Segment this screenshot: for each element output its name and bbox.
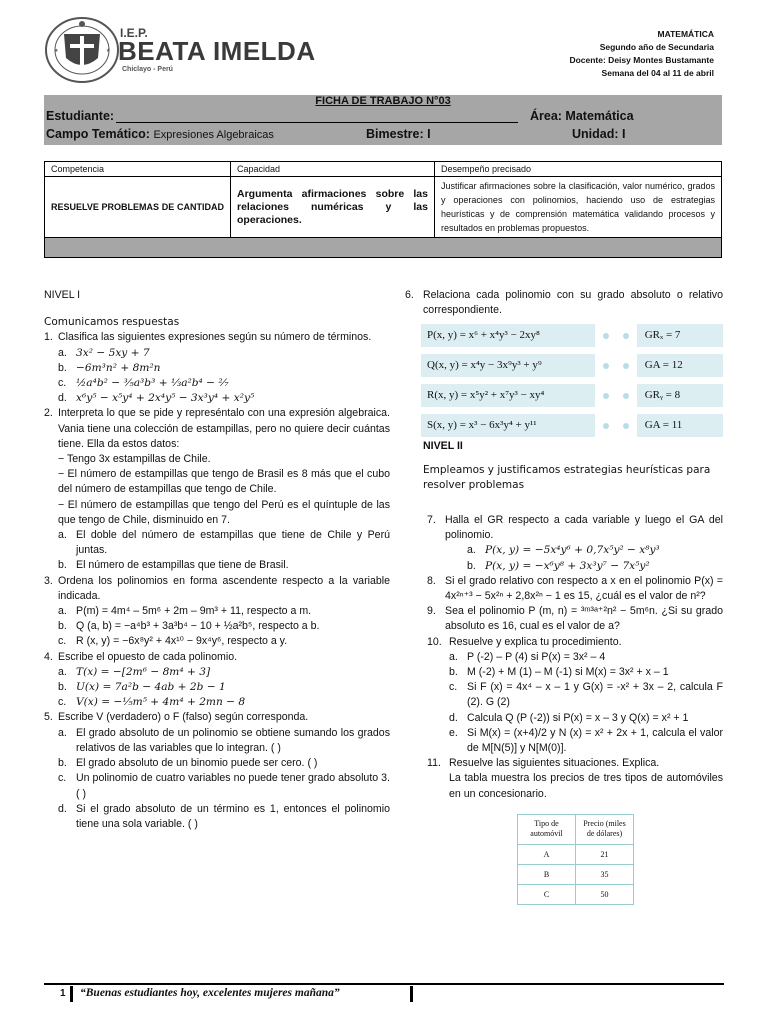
list-item: d. x⁶y⁵ − x⁵y⁴ + 2x⁴y⁵ − 3x³y⁴ + x²y⁵ — [58, 392, 255, 405]
header-capacidad: Capacidad — [231, 162, 435, 177]
grade: Segundo año de Secundaria — [599, 42, 714, 52]
question-10: 10. Resuelve y explica tu procedimiento. — [427, 635, 622, 648]
match-dot-left[interactable] — [603, 393, 609, 399]
grade-box: GA = 12 — [637, 354, 723, 377]
polynomial-box: R(x, y) = x⁵y² + x⁷y³ − xy⁴ — [421, 384, 595, 407]
table-header-row — [518, 814, 634, 844]
fact-item: − Tengo 3x estampillas de Chile. — [58, 453, 211, 466]
week: Semana del 04 al 11 de abril — [601, 68, 714, 78]
header-info — [569, 28, 714, 80]
fact-item: − El número de estampillas que tengo de Brasil es 8 más que el cubo del número de estampillas que tengo de Chile. — [58, 468, 390, 496]
polynomial-box: Q(x, y) = x⁴y − 3x⁹y³ + y⁹ — [421, 354, 595, 377]
svg-text:★: ★ — [106, 48, 111, 54]
list-item: a. T(x) = −[2m⁶ − 8m⁴ + 3] — [58, 665, 211, 678]
header-competencia: Competencia — [45, 162, 231, 177]
school-city: Chiclayo - Perú — [122, 66, 173, 73]
question-5: 5. Escribe V (verdadero) o F (falso) según corresponda. — [44, 711, 309, 724]
grade-box: GA = 11 — [637, 414, 723, 437]
campo-tematico — [46, 127, 274, 141]
question-2: 2. Interpreta lo que se pide y represéntalo con una expresión algebraica. Vania tiene una colección de estampillas, pero no quiere decir cuántas tiene. Ella da estos datos: — [44, 407, 390, 450]
question-1: 1. Clasifica las siguientes expresiones según su número de términos. — [44, 331, 372, 344]
list-item: b. −6m³n² + 8m²n — [58, 361, 161, 374]
school-logo-icon — [44, 16, 120, 84]
list-item: a. P (-2) – P (4) si P(x) = 3x² – 4 — [449, 650, 606, 663]
table-header-row — [45, 162, 722, 177]
svg-text:★: ★ — [54, 48, 59, 54]
worksheet-title: FICHA DE TRABAJO N°03 — [315, 95, 451, 107]
list-item: a. P(x, y) = −5x⁴y⁶ + 0,7x⁵y² − x⁸y³ — [467, 544, 660, 557]
student-label: Estudiante: — [46, 109, 115, 123]
match-row — [421, 384, 723, 407]
match-row — [421, 354, 723, 377]
school-name: BEATA IMELDA — [118, 36, 316, 66]
matching-exercise — [421, 324, 723, 437]
level-1-title: NIVEL I — [44, 289, 81, 301]
left-column — [44, 288, 390, 832]
list-item: b. El grado absoluto de un binomio puede ser cero. ( ) — [58, 757, 318, 770]
school-iep: I.E.P. — [120, 26, 148, 40]
campo-value: Expresiones Algebraicas — [153, 129, 274, 141]
list-item: c. R (x, y) = −6x⁸y² + 4x¹⁰ − 9x⁴y⁶, respecto a y. — [58, 635, 288, 648]
question-7: 7. Halla el GR respecto a cada variable y luego el GA del polinomio. — [427, 514, 723, 542]
campo-label: Campo Temático: — [46, 127, 150, 141]
teacher: Docente: Deisy Montes Bustamante — [569, 55, 714, 65]
match-row — [421, 414, 723, 437]
list-item: b. P(x, y) = −x⁶y⁸ + 3x³y⁷ − 7x⁵y² — [467, 559, 650, 572]
table-row: B 35 — [518, 865, 634, 885]
list-item: a. El doble del número de estampillas que tiene de Chile y Perú juntas. — [58, 529, 390, 557]
header-precio: Precio (miles de dólares) — [576, 814, 634, 844]
right-column — [405, 288, 723, 905]
match-dot-right[interactable] — [623, 423, 629, 429]
question-11: 11. Resuelve las siguientes situaciones. Explica. — [427, 757, 660, 770]
table-gray-row — [45, 238, 722, 258]
footer-divider — [70, 986, 73, 1002]
section-empleamos: Empleamos y justificamos estrategias heurísticas para resolver problemas — [423, 463, 711, 491]
list-item: b. U(x) = 7a²b − 4ab + 2b − 1 — [58, 681, 226, 694]
polynomial-box: S(x, y) = x³ − 6x³y⁴ + y¹¹ — [421, 414, 595, 437]
page-number: 1 — [60, 988, 66, 999]
list-item: b. Q (a, b) = −a⁴b³ + 3a³b⁴ − 10 + ½a²b⁵, respecto a b. — [58, 620, 320, 633]
grade-box: GRᵧ = 8 — [637, 384, 723, 407]
question-3: 3. Ordena los polinomios en forma ascendente respecto a la variable indicada. — [44, 574, 390, 602]
match-row — [421, 324, 723, 347]
section-comunicamos: Comunicamos respuestas — [44, 316, 180, 329]
header-desempeno: Desempeño precisado — [435, 162, 722, 177]
list-item: c. Si F (x) = 4x⁴ – x – 1 y G(x) = -x² + 3x – 2, calcula F (2). G (2) — [449, 681, 723, 709]
table-row: A 21 — [518, 844, 634, 864]
list-item: c. V(x) = −⅕m⁵ + 4m⁴ + 2mn − 8 — [58, 696, 246, 709]
competency-table — [44, 161, 722, 258]
footer-quote: “Buenas estudiantes hoy, excelentes mujeres mañana” — [80, 987, 340, 999]
polynomial-box: P(x, y) = x⁶ + x⁴y³ − 2xy⁸ — [421, 324, 595, 347]
grade-box: GRₓ = 7 — [637, 324, 723, 347]
match-dot-left[interactable] — [603, 423, 609, 429]
area-label: Área: Matemática — [530, 109, 634, 123]
table-row — [45, 177, 722, 238]
footer-divider — [410, 986, 413, 1002]
list-item: d. Si el grado absoluto de un término es 1, entonces el polinomio tiene una sola variable. ( ) — [58, 802, 390, 830]
bimestre-label: Bimestre: I — [366, 127, 431, 141]
list-item: b. M (-2) + M (1) – M (-1) si M(x) = 3x² + x – 1 — [449, 666, 669, 679]
desempeno-cell: Justificar afirmaciones sobre la clasificación, valor numérico, grados y operaciones con polinomios, haciendo uso de estrategias heurísticas y de comprensión matemática validando procesos y resultados en problemas propuestos. — [435, 177, 722, 238]
question-11-context: La tabla muestra los precios de tres tipos de automóviles en un concesionario. — [449, 772, 723, 800]
list-item: a. 3x² − 5xy + 7 — [58, 346, 150, 359]
table-row: C 50 — [518, 885, 634, 905]
list-item: d. Calcula Q (P (-2)) si P(x) = x – 3 y Q(x) = x² + 1 — [449, 711, 689, 724]
match-dot-right[interactable] — [623, 363, 629, 369]
level-2-title: NIVEL II — [423, 440, 463, 453]
question-6: 6. Relaciona cada polinomio con su grado absoluto o relativo correspondiente. — [405, 289, 723, 317]
match-dot-right[interactable] — [623, 333, 629, 339]
list-item: c. Un polinomio de cuatro variables no puede tener grado absoluto 3. ( ) — [58, 772, 390, 800]
student-field[interactable] — [46, 109, 518, 123]
unidad-label: Unidad: I — [572, 127, 626, 141]
match-dot-left[interactable] — [603, 333, 609, 339]
list-item: a. P(m) = 4m⁴ – 5m⁶ + 2m – 9m³ + 11, respecto a m. — [58, 605, 312, 618]
competencia-cell: RESUELVE PROBLEMAS DE CANTIDAD — [45, 177, 231, 238]
subject: MATEMÁTICA — [657, 29, 714, 39]
footer-rule — [44, 983, 724, 985]
match-dot-left[interactable] — [603, 363, 609, 369]
list-item: b. El número de estampillas que tiene de Brasil. — [58, 559, 289, 572]
student-name-line[interactable] — [116, 111, 518, 123]
fact-item: − El número de estampillas que tengo del Perú es el quíntuple de las que tengo de Chile, disminuido en 7. — [58, 498, 390, 526]
question-8: 8. Si el grado relativo con respecto a x en el polinomio P(x) = 4x²ⁿ⁺³ − 5x²ⁿ + 2,8x²ⁿ − 1 es 15, ¿cuál es el valor de n²? — [427, 574, 723, 603]
list-item: a. El grado absoluto de un polinomio se obtiene sumando los grados relativos de las variables que lo integran. ( ) — [58, 726, 390, 754]
price-table — [517, 814, 634, 906]
list-item: e. Si M(x) = (x+4)/2 y N (x) = x² + 2x + 1, calcula el valor de M[N(5)] y N[M(0)]. — [449, 726, 723, 755]
match-dot-right[interactable] — [623, 393, 629, 399]
capacidad-cell: Argumenta afirmaciones sobre las relaciones numéricas y las operaciones. — [231, 177, 435, 238]
question-9: 9. Sea el polinomio P (m, n) = ³ᵐ³ᵃ⁺²n² − 5m⁶n. ¿Si su grado absoluto es 16, cual es el valor de a? — [427, 605, 723, 633]
header-tipo: Tipo de automóvil — [518, 814, 576, 844]
question-4: 4. Escribe el opuesto de cada polinomio. — [44, 650, 238, 663]
list-item: c. ½a⁴b² − ⅗a³b³ + ⅓a²b⁴ − ²⁄₇ — [58, 377, 229, 390]
